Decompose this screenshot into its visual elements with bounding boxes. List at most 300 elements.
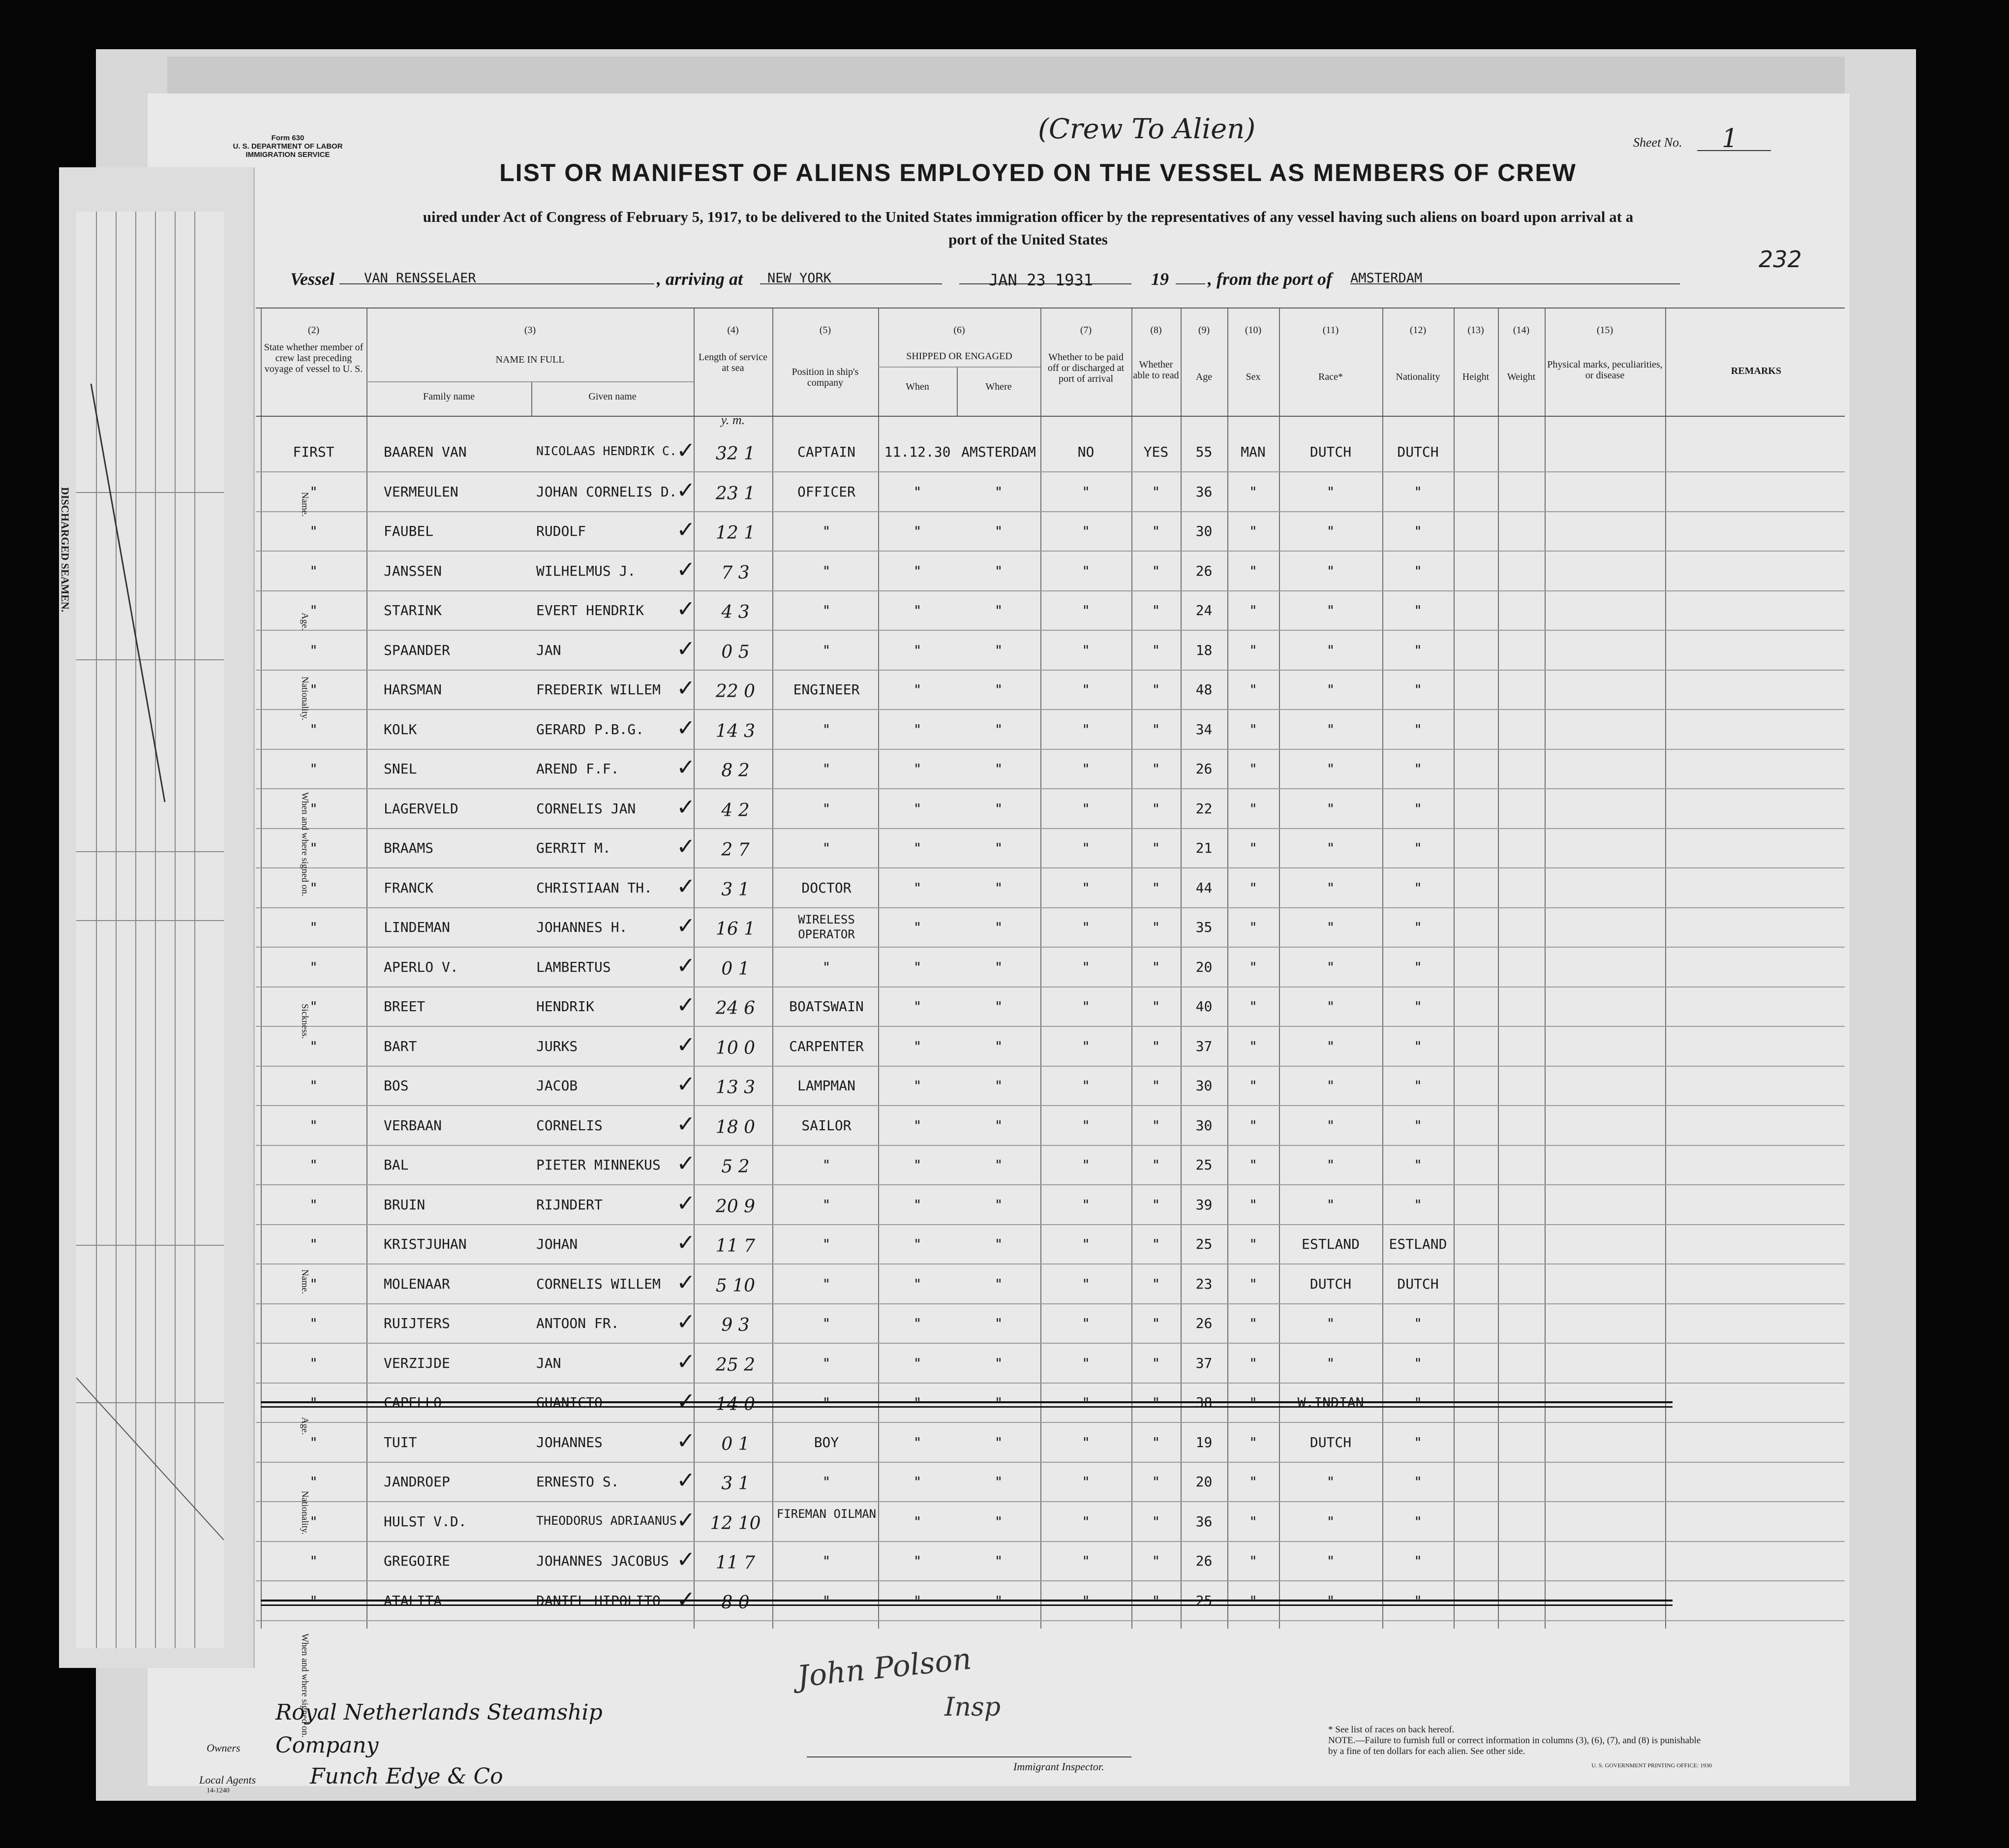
cell-paid: " (1082, 1117, 1090, 1134)
cell-paid: " (1082, 721, 1090, 738)
check-mark: ✓ (676, 1150, 696, 1176)
cell-where: " (994, 1117, 1003, 1134)
table-row (256, 671, 1845, 710)
cell-race: DUTCH (1309, 1434, 1352, 1450)
cell-where: " (994, 1513, 1003, 1530)
cell-position: LAMPMAN (797, 1078, 855, 1094)
cell-sex: " (1249, 1117, 1257, 1134)
cell-state: " (309, 602, 318, 618)
cell-race: " (1326, 1553, 1335, 1569)
check-mark: ✓ (676, 1308, 696, 1335)
cell-age: 55 (1195, 444, 1213, 460)
cell-svc: 3 1 (721, 879, 750, 900)
col-weight-header: Weight (1507, 371, 1536, 382)
printer-note: U. S. GOVERNMENT PRINTING OFFICE: 1930 (1591, 1762, 1712, 1769)
cell-family: HULST V.D. (384, 1513, 467, 1530)
cell-position: " (822, 840, 831, 856)
cell-svc: 24 6 (715, 998, 756, 1018)
cell-read: " (1152, 1355, 1160, 1371)
date-stamp: JAN 23 1931 (989, 271, 1093, 289)
cell-paid: " (1082, 1236, 1090, 1252)
col-where-header: Where (985, 381, 1012, 392)
cell-state: " (309, 523, 318, 539)
cell-state: " (309, 483, 318, 500)
col-num-14: (14) (1513, 325, 1530, 336)
table-row (256, 1582, 1845, 1621)
cell-svc: 3 1 (721, 1474, 750, 1494)
flap-label-nationality-1: Nationality. (300, 677, 310, 720)
cell-read: " (1152, 483, 1160, 500)
cell-svc: 22 0 (715, 681, 756, 702)
cell-where: " (994, 562, 1003, 579)
from-port: AMSTERDAM (1350, 271, 1423, 286)
cell-family: CAPELLO (384, 1394, 442, 1411)
cell-given: JOHANNES (536, 1434, 603, 1450)
cell-read: " (1152, 602, 1160, 618)
cell-age: 19 (1195, 1434, 1213, 1450)
check-mark: ✓ (676, 714, 696, 741)
cell-state: " (309, 1236, 318, 1252)
check-mark: ✓ (676, 1348, 696, 1375)
cell-age: 30 (1195, 1117, 1213, 1134)
table-row (256, 1384, 1845, 1423)
flap-label-sickness: Sickness. (300, 1004, 310, 1039)
cell-position: BOY (814, 1434, 839, 1450)
cell-race: " (1326, 523, 1335, 539)
cell-nat: " (1414, 1157, 1422, 1173)
cell-sex: " (1249, 800, 1257, 817)
local-agents: Funch Edye & Co (310, 1764, 503, 1789)
cell-given: HENDRIK (536, 998, 595, 1015)
cell-where: " (994, 1196, 1003, 1213)
cell-read: " (1152, 1038, 1160, 1054)
cell-state: " (309, 681, 318, 698)
cell-where: " (994, 879, 1003, 896)
service: IMMIGRATION SERVICE (245, 151, 330, 159)
cell-paid: " (1082, 1513, 1090, 1530)
arriving-port: NEW YORK (767, 271, 832, 286)
col-state-header: State whether member of crew last preceding voyage of vessel to U. S. (264, 342, 364, 374)
cell-where: " (994, 1434, 1003, 1450)
cell-age: 26 (1195, 1553, 1213, 1569)
cell-given: CORNELIS (536, 1117, 603, 1134)
col-service-header: Length of service at sea (699, 352, 767, 373)
cell-nat: " (1414, 1315, 1422, 1331)
vessel-label: Vessel (290, 269, 335, 289)
col-num-12: (12) (1409, 325, 1427, 336)
cell-family: GREGOIRE (384, 1553, 450, 1569)
table-row (256, 1423, 1845, 1463)
cell-age: 26 (1195, 1315, 1213, 1331)
table-row (256, 1542, 1845, 1581)
cell-age: 24 (1195, 602, 1213, 618)
cell-where: " (994, 681, 1003, 698)
flap-label-age-1: Age. (300, 613, 310, 631)
cell-race: " (1326, 800, 1335, 817)
cell-where: " (994, 840, 1003, 856)
cell-family: BRAAMS (384, 840, 434, 856)
cell-age: 38 (1195, 1394, 1213, 1411)
cell-read: " (1152, 1315, 1160, 1331)
cell-position: " (822, 642, 831, 658)
col-position-header: Position in ship's company (791, 367, 859, 388)
cell-given: WILHELMUS J. (536, 562, 636, 579)
cell-nat: " (1414, 523, 1422, 539)
cell-svc: 20 9 (715, 1196, 756, 1217)
agents-label: Local Agents (199, 1774, 256, 1786)
cell-state: " (309, 1434, 318, 1450)
table-row (256, 1304, 1845, 1344)
col-num-7: (7) (1080, 325, 1092, 336)
cell-position: " (822, 1275, 831, 1292)
cell-paid: " (1082, 1038, 1090, 1054)
owners-label: Owners (207, 1742, 241, 1754)
cell-where: " (994, 1394, 1003, 1411)
cell-race: " (1326, 681, 1335, 698)
cell-race: " (1326, 1038, 1335, 1054)
cell-read: " (1152, 721, 1160, 738)
cell-age: 26 (1195, 761, 1213, 777)
cell-race: " (1326, 1474, 1335, 1490)
cell-where: " (994, 919, 1003, 935)
cell-given: NICOLAAS HENDRIK C. (536, 444, 677, 458)
cell-family: ATALITA (384, 1592, 442, 1609)
cell-svc: 10 0 (715, 1038, 756, 1058)
table-row (256, 1344, 1845, 1384)
cell-when: " (913, 642, 922, 658)
cell-sex: " (1249, 1355, 1257, 1371)
cell-read: " (1152, 1117, 1160, 1134)
col-num-10: (10) (1245, 325, 1262, 336)
table-row (256, 591, 1845, 631)
crew-table (256, 308, 1845, 1629)
cell-state: " (309, 721, 318, 738)
cell-age: 48 (1195, 681, 1213, 698)
cell-state: " (309, 1394, 318, 1411)
cell-when: " (913, 998, 922, 1015)
cell-read: " (1152, 1434, 1160, 1450)
cell-svc: 23 1 (715, 483, 756, 504)
cell-age: 37 (1195, 1355, 1213, 1371)
cell-where: AMSTERDAM (961, 444, 1036, 460)
cell-position: " (822, 761, 831, 777)
cell-given: PIETER MINNEKUS (536, 1157, 661, 1173)
flap-grid (76, 212, 224, 1648)
cell-when: " (913, 721, 922, 738)
cell-given: DANIEL HIPOLITO (536, 1592, 661, 1609)
cell-family: SNEL (384, 761, 417, 777)
cell-read: " (1152, 840, 1160, 856)
flap-diagonal-strikes (76, 212, 224, 1648)
cell-svc: 0 1 (721, 958, 750, 979)
cell-when: " (913, 562, 922, 579)
cell-race: " (1326, 642, 1335, 658)
cell-family: BRUIN (384, 1196, 426, 1213)
cell-state: " (309, 1513, 318, 1530)
cell-where: " (994, 1157, 1003, 1173)
cell-nat: " (1414, 681, 1422, 698)
cell-given: ERNESTO S. (536, 1474, 619, 1490)
cell-sex: " (1249, 1196, 1257, 1213)
cell-nat: " (1414, 483, 1422, 500)
cell-race: " (1326, 602, 1335, 618)
cell-race: " (1326, 1157, 1335, 1173)
cell-when: " (913, 1157, 922, 1173)
cell-state: " (309, 1117, 318, 1134)
cell-where: " (994, 1236, 1003, 1252)
cell-state: " (309, 1592, 318, 1609)
cell-age: 25 (1195, 1236, 1213, 1252)
cell-race: " (1326, 1315, 1335, 1331)
cell-race: W.INDIAN (1297, 1394, 1364, 1411)
page-number: 232 (1759, 246, 1802, 273)
cell-state: " (309, 1553, 318, 1569)
cell-when: " (913, 761, 922, 777)
cell-given: GERRIT M. (536, 840, 611, 856)
owner-name-line-2: Company (275, 1733, 379, 1758)
cell-race: " (1326, 1592, 1335, 1609)
cell-when: " (913, 1434, 922, 1450)
inspector-line (807, 1756, 1131, 1757)
cell-svc: 12 1 (715, 523, 756, 543)
cell-state: " (309, 761, 318, 777)
cell-family: VERZIJDE (384, 1355, 450, 1371)
col-when-header: When (906, 381, 929, 392)
cell-state: " (309, 1315, 318, 1331)
cell-family: RUIJTERS (384, 1315, 450, 1331)
check-mark: ✓ (676, 1427, 696, 1454)
cell-where: " (994, 1078, 1003, 1094)
table-row (256, 1027, 1845, 1067)
cell-age: 39 (1195, 1196, 1213, 1213)
cell-paid: " (1082, 998, 1090, 1015)
table-row (256, 1067, 1845, 1106)
cell-given: JACOB (536, 1078, 578, 1094)
cell-paid: " (1082, 840, 1090, 856)
subtitle-line-2: port of the United States (948, 231, 1108, 248)
cell-read: " (1152, 1513, 1160, 1530)
cell-svc: 11 7 (715, 1236, 756, 1256)
check-mark: ✓ (676, 991, 696, 1018)
cell-paid: " (1082, 602, 1090, 618)
cell-position: " (822, 1355, 831, 1371)
check-mark: ✓ (676, 833, 696, 860)
cell-given: THEODORUS ADRIAANUS (536, 1513, 677, 1528)
flap-label-signed-2: When and where signed on. (300, 1633, 310, 1738)
table-row (256, 1146, 1845, 1185)
cell-state: " (309, 642, 318, 658)
cell-nat: " (1414, 1513, 1422, 1530)
col-read-header: Whether able to read (1133, 359, 1179, 381)
subtitle-line-1: uired under Act of Congress of February 5, 1917, to be delivered to the United States immigration officer by the representatives of any vessel having such aliens on board upon arrival at a (423, 208, 1634, 225)
cell-read: " (1152, 642, 1160, 658)
cell-race: ESTLAND (1301, 1236, 1360, 1252)
col-age-header: Age (1195, 371, 1213, 382)
cell-paid: " (1082, 919, 1090, 935)
col-num-5: (5) (819, 325, 831, 336)
cell-family: KRISTJUHAN (384, 1236, 467, 1252)
flap-label-name-2: Name. (300, 1269, 310, 1294)
cell-state: " (309, 1038, 318, 1054)
owner-name-line-1: Royal Netherlands Steamship (275, 1700, 603, 1725)
cell-where: " (994, 642, 1003, 658)
cell-sex: " (1249, 1275, 1257, 1292)
cell-when: " (913, 919, 922, 935)
cell-when: " (913, 681, 922, 698)
cell-when: " (913, 1038, 922, 1054)
cell-when: " (913, 1117, 922, 1134)
cell-where: " (994, 602, 1003, 618)
cell-age: 21 (1195, 840, 1213, 856)
cell-family: JANDROEP (384, 1474, 450, 1490)
cell-family: VERMEULEN (384, 483, 458, 500)
cell-sex: " (1249, 1038, 1257, 1054)
cell-position: DOCTOR (801, 879, 852, 896)
table-row (256, 1107, 1845, 1146)
cell-state: FIRST (293, 444, 335, 460)
cell-age: 44 (1195, 879, 1213, 896)
cell-position: " (822, 602, 831, 618)
cell-nat: " (1414, 879, 1422, 896)
cell-svc: 13 3 (715, 1078, 756, 1098)
cell-race: " (1326, 919, 1335, 935)
cell-race: " (1326, 1513, 1335, 1530)
cell-when: " (913, 1474, 922, 1490)
table-row (256, 433, 1845, 472)
cell-nat: ESTLAND (1389, 1236, 1447, 1252)
cell-paid: " (1082, 562, 1090, 579)
cell-where: " (994, 523, 1003, 539)
cell-state: " (309, 1275, 318, 1292)
check-mark: ✓ (676, 1387, 696, 1414)
cell-nat: " (1414, 721, 1422, 738)
cell-when: " (913, 483, 922, 500)
cell-sex: " (1249, 1236, 1257, 1252)
vessel-name: VAN RENSSELAER (364, 271, 476, 286)
cell-family: BOS (384, 1078, 409, 1094)
cell-svc: 11 7 (715, 1553, 756, 1573)
cell-read: " (1152, 919, 1160, 935)
cell-age: 30 (1195, 1078, 1213, 1094)
cell-age: 25 (1195, 1592, 1213, 1609)
col-height-header: Height (1462, 371, 1490, 382)
col-shipped-header: SHIPPED OR ENGAGED (906, 351, 1012, 362)
cell-family: LINDEMAN (384, 919, 450, 935)
cell-sex: " (1249, 1315, 1257, 1331)
penalty-note: NOTE.—Failure to furnish full or correct information in columns (3), (6), (7), and (8) is punishable by a fine of ten dollars for each alien. See other side. (1328, 1735, 1701, 1756)
cell-given: JOHANNES JACOBUS (536, 1553, 669, 1569)
cell-race: " (1326, 1196, 1335, 1213)
department: U. S. DEPARTMENT OF LABOR (233, 142, 343, 151)
cell-paid: " (1082, 681, 1090, 698)
cell-read: " (1152, 1474, 1160, 1490)
table-row (256, 948, 1845, 987)
cell-given: JAN (536, 642, 561, 658)
cell-nat: " (1414, 1474, 1422, 1490)
cell-given: JOHAN (536, 1236, 578, 1252)
cell-sex: " (1249, 523, 1257, 539)
cell-family: SPAANDER (384, 642, 450, 658)
cell-nat: " (1414, 919, 1422, 935)
cell-read: " (1152, 1196, 1160, 1213)
cell-position: " (822, 1157, 831, 1173)
cell-read: " (1152, 1553, 1160, 1569)
check-mark: ✓ (676, 595, 696, 622)
cell-read: " (1152, 1275, 1160, 1292)
cell-race: " (1326, 879, 1335, 896)
cell-position: " (822, 562, 831, 579)
cell-given: JOHAN CORNELIS D. (536, 483, 677, 500)
col-name-header: NAME IN FULL (495, 354, 565, 365)
check-mark: ✓ (676, 1071, 696, 1097)
cell-when: " (913, 1394, 922, 1411)
cell-when: 11.12.30 (884, 444, 951, 460)
cell-svc: 12 10 (710, 1513, 761, 1534)
cell-read: " (1152, 523, 1160, 539)
cell-svc: 18 0 (715, 1117, 756, 1138)
col-sex-header: Sex (1246, 371, 1261, 382)
cell-family: BAL (384, 1157, 409, 1173)
cell-family: APERLO V. (384, 958, 458, 975)
cell-nat: " (1414, 1117, 1422, 1134)
manifest-title: LIST OR MANIFEST OF ALIENS EMPLOYED ON THE VESSEL AS MEMBERS OF CREW (499, 159, 1577, 186)
cell-read: " (1152, 1078, 1160, 1094)
cell-read: " (1152, 681, 1160, 698)
check-mark: ✓ (676, 476, 696, 503)
check-mark: ✓ (676, 1268, 696, 1295)
cell-when: " (913, 879, 922, 896)
check-mark: ✓ (676, 1189, 696, 1216)
cell-position: " (822, 1236, 831, 1252)
cell-given: JAN (536, 1355, 561, 1371)
cell-svc: 2 7 (721, 840, 750, 860)
cell-state: " (309, 919, 318, 935)
cell-position: " (822, 1196, 831, 1213)
cell-sex: MAN (1241, 444, 1266, 460)
cell-paid: " (1082, 879, 1090, 896)
cell-sex: " (1249, 879, 1257, 896)
col-given-header: Given name (588, 391, 637, 402)
cell-read: " (1152, 1236, 1160, 1252)
col-physical-header: Physical marks, peculiarities, or disease (1547, 359, 1663, 381)
cell-nat: " (1414, 840, 1422, 856)
table-row (256, 987, 1845, 1027)
cell-paid: " (1082, 523, 1090, 539)
cell-where: " (994, 1553, 1003, 1569)
cell-when: " (913, 523, 922, 539)
cell-sex: " (1249, 1474, 1257, 1490)
cell-paid: " (1082, 1592, 1090, 1609)
sheet-label: Sheet No. (1633, 135, 1682, 150)
col-remarks-header: REMARKS (1731, 366, 1782, 376)
table-row (256, 473, 1845, 512)
check-mark: ✓ (676, 754, 696, 780)
cell-sex: " (1249, 1394, 1257, 1411)
form-code: 14-1240 (207, 1787, 230, 1794)
cell-sex: " (1249, 998, 1257, 1015)
cell-when: " (913, 1078, 922, 1094)
cell-read: YES (1143, 444, 1169, 460)
cell-nat: " (1414, 642, 1422, 658)
from-label: , from the port of (1208, 269, 1333, 289)
cell-state: " (309, 1157, 318, 1173)
cell-state: " (309, 800, 318, 817)
cell-paid: " (1082, 1315, 1090, 1331)
table-row (256, 1503, 1845, 1542)
cell-state: " (309, 958, 318, 975)
cell-svc: 5 10 (715, 1275, 756, 1296)
cell-age: 37 (1195, 1038, 1213, 1054)
